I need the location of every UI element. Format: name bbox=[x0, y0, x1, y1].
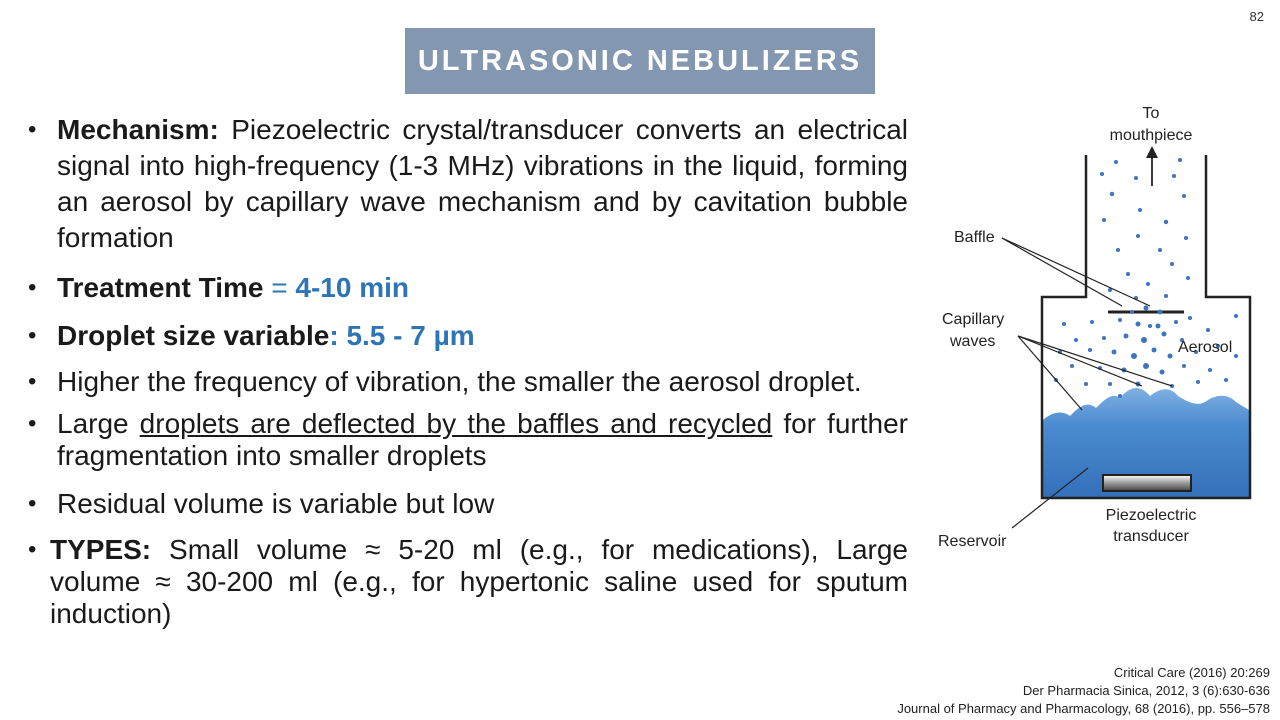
bullet-residual-volume bbox=[28, 486, 908, 522]
page-number: 82 bbox=[1249, 9, 1264, 24]
mechanism-label: Mechanism: bbox=[57, 114, 219, 145]
bullet-dot: • bbox=[28, 116, 37, 143]
treatment-eq: = bbox=[263, 272, 296, 303]
slide-title-box bbox=[405, 28, 875, 94]
bullet-droplet-size bbox=[28, 318, 908, 354]
label-mouthpiece: mouthpiece bbox=[1109, 127, 1193, 144]
frequency-text: Higher the frequency of vibration, the smaller the aerosol droplet. bbox=[57, 366, 862, 397]
droplet-value: 5.5 - 7 µm bbox=[346, 320, 475, 351]
flow-arrow-head bbox=[1146, 146, 1158, 158]
droplet-label: Droplet size variable bbox=[57, 320, 330, 351]
reference-item: Journal of Pharmacy and Pharmacology, 68 (2016), pp. 556–578 bbox=[897, 701, 1270, 716]
nebulizer-diagram bbox=[930, 98, 1270, 568]
residual-text: Residual volume is variable but low bbox=[57, 488, 495, 519]
large-underlined: droplets are deflected by the baffles and recycled bbox=[139, 408, 773, 439]
bullet-dot: • bbox=[28, 536, 37, 563]
bullet-dot: • bbox=[28, 368, 37, 395]
label-capillary: Capillary bbox=[942, 311, 1005, 328]
label-aerosol: Aerosol bbox=[1178, 339, 1233, 356]
types-label: TYPES: bbox=[50, 534, 152, 565]
label-piezoelectric: Piezoelectric bbox=[1105, 507, 1197, 524]
label-baffle: Baffle bbox=[954, 229, 995, 246]
label-waves: waves bbox=[950, 333, 996, 350]
bullet-list bbox=[28, 112, 908, 630]
slide-title: ULTRASONIC NEBULIZERS bbox=[417, 44, 863, 77]
bullet-frequency bbox=[28, 366, 908, 398]
treatment-value: 4-10 min bbox=[295, 272, 409, 303]
mechanism-text: Piezoelectric crystal/transducer converts an electrical signal into high-frequency (1-3 MHz) vibrations in the liquid, forming an aerosol by capillary wave mechanism and by cavitation bubble formation bbox=[57, 114, 908, 253]
bullet-dot: • bbox=[28, 410, 37, 437]
label-reservoir: Reservoir bbox=[938, 533, 1007, 550]
types-text: Small volume ≈ 5-20 ml (e.g., for medications), Large volume ≈ 30-200 ml (e.g., for hypertonic saline used for sputum induction) bbox=[50, 534, 908, 629]
piezoelectric-transducer bbox=[1103, 475, 1191, 491]
droplet-colon: : bbox=[329, 320, 347, 351]
bullet-types bbox=[28, 534, 908, 630]
large-pre: Large bbox=[57, 408, 140, 439]
label-transducer: transducer bbox=[1113, 528, 1189, 545]
bullet-dot: • bbox=[28, 274, 37, 301]
bullet-mechanism bbox=[28, 112, 908, 256]
reference-item: Critical Care (2016) 20:269 bbox=[1113, 665, 1270, 680]
bullet-dot: • bbox=[28, 322, 37, 349]
treatment-label: Treatment Time bbox=[57, 272, 264, 303]
references bbox=[897, 664, 1270, 718]
bullet-dot: • bbox=[28, 490, 37, 517]
reference-item: Der Pharmacia Sinica, 2012, 3 (6):630-636 bbox=[1022, 683, 1270, 698]
bullet-treatment-time bbox=[28, 270, 908, 306]
bullet-large-droplets bbox=[28, 408, 908, 472]
large-post: for further fragmentation into smaller droplets bbox=[57, 408, 908, 471]
label-to: To bbox=[1142, 105, 1160, 122]
